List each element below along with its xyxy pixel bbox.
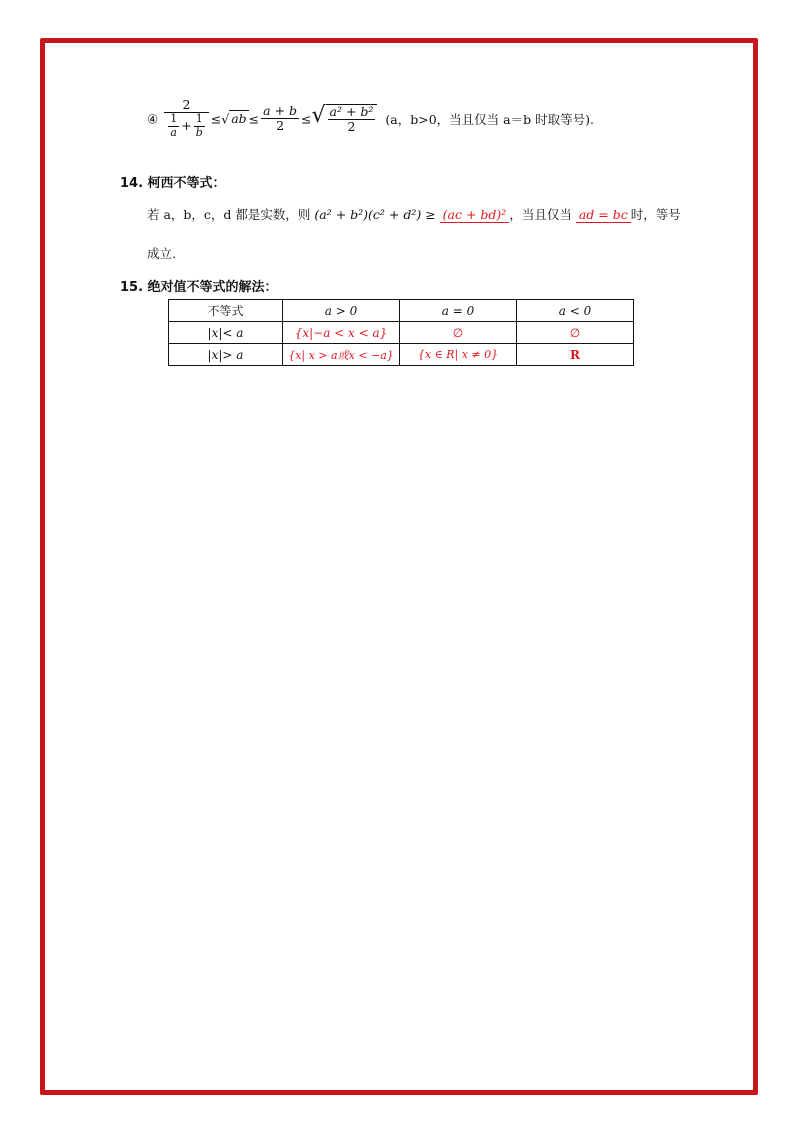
inverse-b <box>194 113 205 139</box>
section-14-heading: 14. 柯西不等式： <box>120 176 226 191</box>
cauchy-line-2: 成立. <box>147 246 176 261</box>
table-header: a < 0 <box>517 300 634 322</box>
table-header: a > 0 <box>283 300 400 322</box>
table-cell: {x|−a < x < a} <box>283 322 400 344</box>
arithmetic-den: 2 <box>276 118 285 134</box>
arithmetic-mean-fraction <box>261 104 299 134</box>
inverse-a-den: a <box>170 126 177 140</box>
harmonic-num: 2 <box>164 98 209 113</box>
absolute-value-table <box>168 299 634 366</box>
plus-sign: + <box>181 118 192 134</box>
arithmetic-num: a + b <box>263 102 298 118</box>
table-cell: |x|< a <box>169 322 283 344</box>
table-cell: ∅ <box>517 322 634 344</box>
section-15-heading: 15. 绝对值不等式的解法： <box>120 280 278 295</box>
quadratic-num: a² + b² <box>329 103 374 119</box>
harmonic-den <box>164 113 209 139</box>
quadratic-mean <box>311 103 378 134</box>
geometric-mean <box>221 110 248 126</box>
inverse-b-num: 1 <box>194 113 205 127</box>
sqrt-sign-2: √ <box>311 103 326 129</box>
equality-condition: (a，b>0，当且仅当 a＝b 时取等号). <box>385 111 594 127</box>
quadratic-fraction <box>326 104 378 135</box>
cauchy-answer-condition: ad = bc <box>576 207 631 223</box>
inverse-a-num: 1 <box>170 112 178 126</box>
table-row <box>169 344 634 366</box>
leq-sign-2: ≤ <box>248 111 260 127</box>
table-header-row <box>169 300 634 322</box>
table-header: a = 0 <box>400 300 517 322</box>
cauchy-inequality-line <box>147 205 681 223</box>
mean-inequality-line <box>147 98 594 140</box>
table-header: 不等式 <box>169 300 283 322</box>
table-cell: R <box>517 344 634 366</box>
quadratic-den: 2 <box>347 118 356 134</box>
inverse-a <box>168 113 179 139</box>
item-marker: ④ <box>147 111 159 127</box>
cauchy-mid: ，当且仅当 <box>509 207 572 222</box>
harmonic-mean-fraction <box>164 98 209 140</box>
table-cell: ∅ <box>400 322 517 344</box>
leq-sign-3: ≤ <box>301 111 312 127</box>
table-row <box>169 322 634 344</box>
table-cell: {x| x > a或x < −a} <box>283 344 400 366</box>
cauchy-tail: 时，等号 <box>630 207 681 222</box>
table-cell: |x|> a <box>169 344 283 366</box>
sqrt-sign: √ <box>221 111 230 127</box>
cauchy-lhs: (a² + b²)(c² + d²) ≥ <box>314 207 436 222</box>
sqrt-ab: ab <box>231 111 247 127</box>
table-cell: {x ∈ R| x ≠ 0} <box>400 344 517 366</box>
cauchy-answer-rhs: (ac + bd)² <box>440 207 510 223</box>
cauchy-lead: 若 a，b，c，d 都是实数，则 <box>147 207 311 222</box>
inverse-b-den: b <box>195 126 203 140</box>
leq-sign-1: ≤ <box>210 111 222 127</box>
